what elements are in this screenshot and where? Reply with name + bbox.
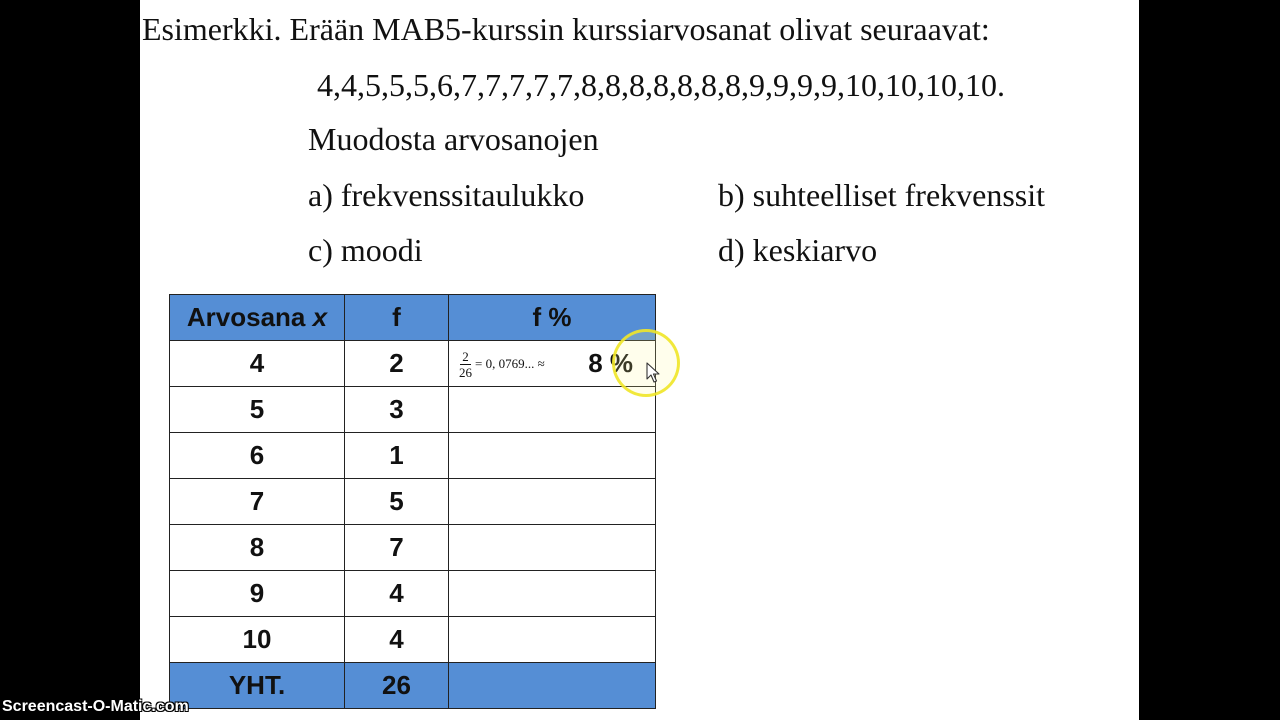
total-relative-frequency [449,663,656,709]
grade-cell: 6 [170,433,345,479]
total-frequency: 26 [345,663,449,709]
relative-frequency-cell [449,387,656,433]
frequency-cell: 2 [345,341,449,387]
relative-frequency-cell [449,571,656,617]
mouse-pointer-icon [646,362,660,384]
grade-cell: 10 [170,617,345,663]
relative-frequency-cell [449,617,656,663]
frequency-table [169,294,656,709]
grade-cell: 7 [170,479,345,525]
table-total-row [170,663,656,709]
table-row [170,479,656,525]
frequency-cell: 1 [345,433,449,479]
header-relative-frequency: f % [449,295,656,341]
grade-cell: 4 [170,341,345,387]
instruction-text: Muodosta arvosanojen [308,121,599,157]
table-row [170,525,656,571]
task-a: a) frekvenssitaulukko [308,177,585,213]
formula-expression: = 0, 0769... ≈ [475,356,545,371]
frequency-cell: 4 [345,571,449,617]
fraction-formula [459,344,545,384]
fraction [459,349,472,380]
task-b: b) suhteelliset frekvenssit [718,177,1046,213]
frequency-cell: 5 [345,479,449,525]
table-row [170,617,656,663]
frequency-cell: 7 [345,525,449,571]
grades-list: 4,4,5,5,5,6,7,7,7,7,7,8,8,8,8,8,8,8,9,9,9,9,10,10,10,10. [317,67,1005,103]
grade-cell: 8 [170,525,345,571]
task-c: c) moodi [308,232,423,268]
slide-heading: Esimerkki. Erään MAB5-kurssin kurssiarvosanat olivat seuraavat: [142,11,990,47]
table-row [170,341,656,387]
table-header-row [170,295,656,341]
frequency-cell: 3 [345,387,449,433]
relative-frequency-cell [449,479,656,525]
header-grade-label: Arvosana [186,302,306,332]
header-frequency: f [345,295,449,341]
relative-frequency-cell [449,525,656,571]
table-row [170,571,656,617]
screencast-watermark: Screencast-O-Matic.com [2,698,189,715]
frequency-cell: 4 [345,617,449,663]
task-d: d) keskiarvo [718,232,878,268]
header-grade [170,295,345,341]
relative-frequency-value: 8 % [588,348,633,378]
total-label: YHT. [170,663,345,709]
slide [140,0,1139,720]
fraction-denominator: 26 [459,364,472,380]
grade-cell: 9 [170,571,345,617]
fraction-numerator: 2 [462,348,469,364]
grade-cell: 5 [170,387,345,433]
relative-frequency-cell [449,433,656,479]
table-row [170,387,656,433]
header-grade-variable: x [312,302,328,332]
table-row [170,433,656,479]
